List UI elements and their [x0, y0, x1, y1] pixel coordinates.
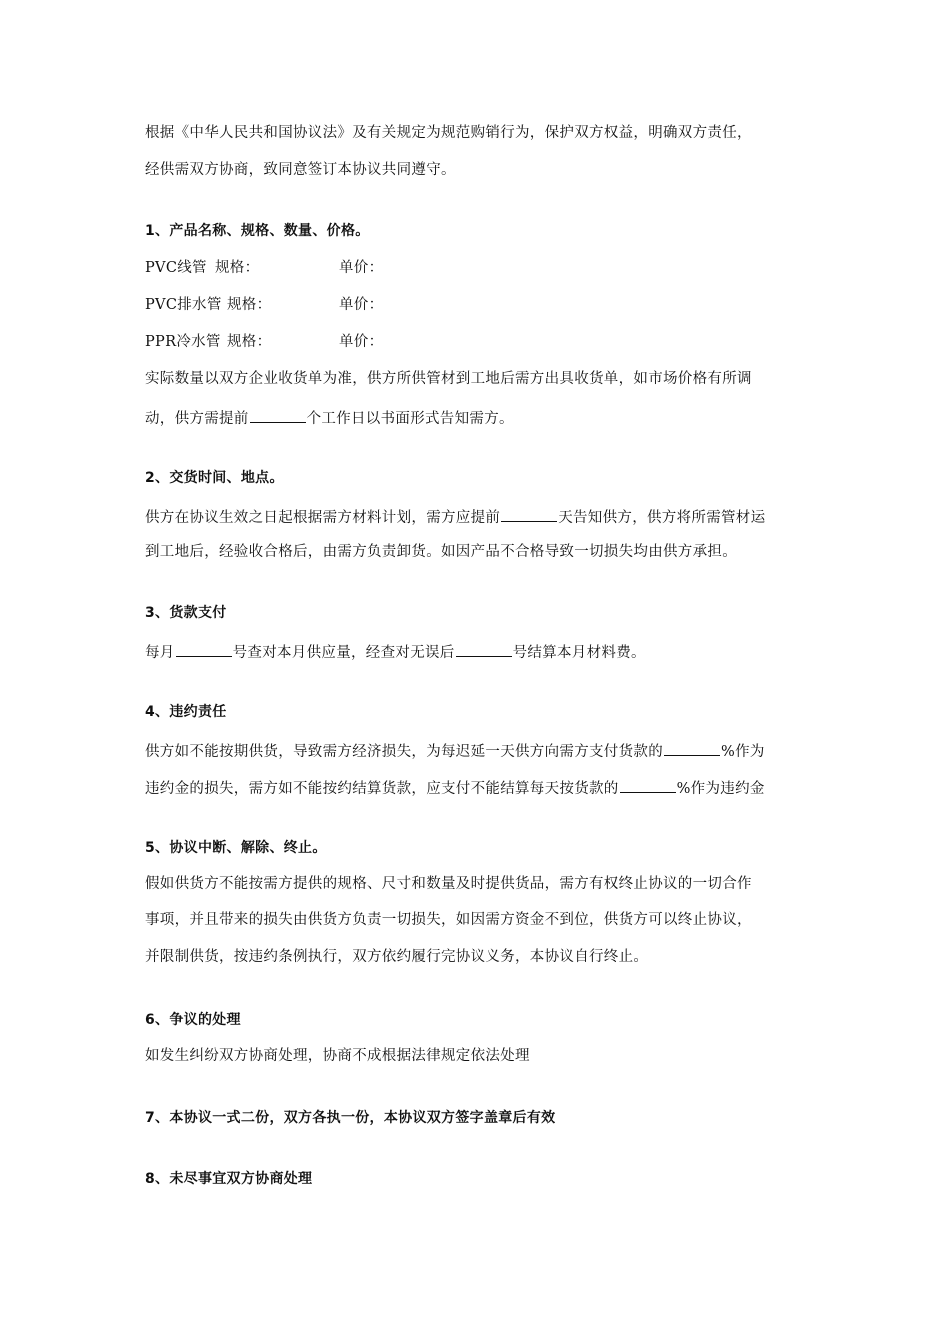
text-fragment: 个工作日以书面形式告知需方。 [306, 411, 514, 427]
fill-in-blank [620, 776, 676, 793]
intro-paragraph-line: 经供需双方协商，致同意签订本协议共同遵守。 [145, 162, 456, 178]
spec-label: 规格： [227, 334, 272, 350]
price-label: 单价： [339, 260, 384, 276]
text-fragment: 号结算本月材料费。 [512, 645, 646, 661]
spec-label: 规格： [227, 297, 272, 313]
price-label: 单价： [339, 297, 384, 313]
text-fragment: %作为违约金 [676, 781, 765, 797]
fill-in-blank [250, 406, 306, 423]
price-label: 单价： [339, 334, 384, 350]
section-8-heading: 8、未尽事宜双方协商处理 [145, 1171, 313, 1187]
section-4-text [145, 776, 765, 799]
text-fragment: 天告知供方，供方将所需管材运 [558, 510, 766, 526]
spec-label: 规格： [215, 260, 260, 276]
text-fragment: 供方在协议生效之日起根据需方材料计划，需方应提前 [145, 510, 501, 526]
text-fragment: 供方如不能按期供货，导致需方经济损失，为每迟延一天供方向需方支付货款的 [145, 744, 663, 760]
section-3-text [145, 640, 646, 663]
section-3-heading: 3、货款支付 [145, 605, 227, 621]
product-row [145, 295, 445, 315]
text-fragment: 号查对本月供应量，经查对无误后 [232, 645, 455, 661]
section-2-text [145, 505, 765, 528]
section-2-text: 到工地后，经验收合格后，由需方负责卸货。如因产品不合格导致一切损失均由供方承担。 [145, 544, 737, 560]
product-row [145, 332, 445, 352]
text-fragment: 动，供方需提前 [145, 411, 249, 427]
section-7-heading: 7、本协议一式二份，双方各执一份，本协议双方签字盖章后有效 [145, 1110, 556, 1126]
section-1-text: 实际数量以双方企业收货单为准，供方所供管材到工地后需方出具收货单，如市场价格有所调 [145, 371, 752, 387]
section-6-heading: 6、争议的处理 [145, 1012, 241, 1028]
product-name: PVC线管 [145, 260, 207, 276]
section-6-text: 如发生纠纷双方协商处理，协商不成根据法律规定依法处理 [145, 1048, 530, 1064]
section-5-heading: 5、协议中断、解除、终止。 [145, 840, 327, 856]
fill-in-blank [456, 640, 512, 657]
fill-in-blank [664, 739, 720, 756]
section-5-text: 假如供货方不能按需方提供的规格、尺寸和数量及时提供货品，需方有权终止协议的一切合作 [145, 876, 752, 892]
section-1-heading: 1、产品名称、规格、数量、价格。 [145, 223, 370, 239]
product-row [145, 258, 445, 278]
fill-in-blank [501, 505, 557, 522]
section-5-text: 并限制供货，按违约条例执行，双方依约履行完协议义务，本协议自行终止。 [145, 949, 649, 965]
section-4-heading: 4、违约责任 [145, 704, 227, 720]
product-name: PPR冷水管 [145, 334, 221, 350]
product-name: PVC排水管 [145, 297, 222, 313]
intro-paragraph-line: 根据《中华人民共和国协议法》及有关规定为规范购销行为，保护双方权益，明确双方责任， [145, 125, 752, 141]
section-2-heading: 2、交货时间、地点。 [145, 470, 284, 486]
text-fragment: %作为 [721, 744, 765, 760]
text-fragment: 每月 [145, 645, 175, 661]
section-1-text [145, 406, 514, 429]
text-fragment: 违约金的损失，需方如不能按约结算货款，应支付不能结算每天按货款的 [145, 781, 619, 797]
section-5-text: 事项，并且带来的损失由供货方负责一切损失，如因需方资金不到位，供货方可以终止协议， [145, 912, 752, 928]
section-4-text [145, 739, 765, 762]
fill-in-blank [176, 640, 232, 657]
